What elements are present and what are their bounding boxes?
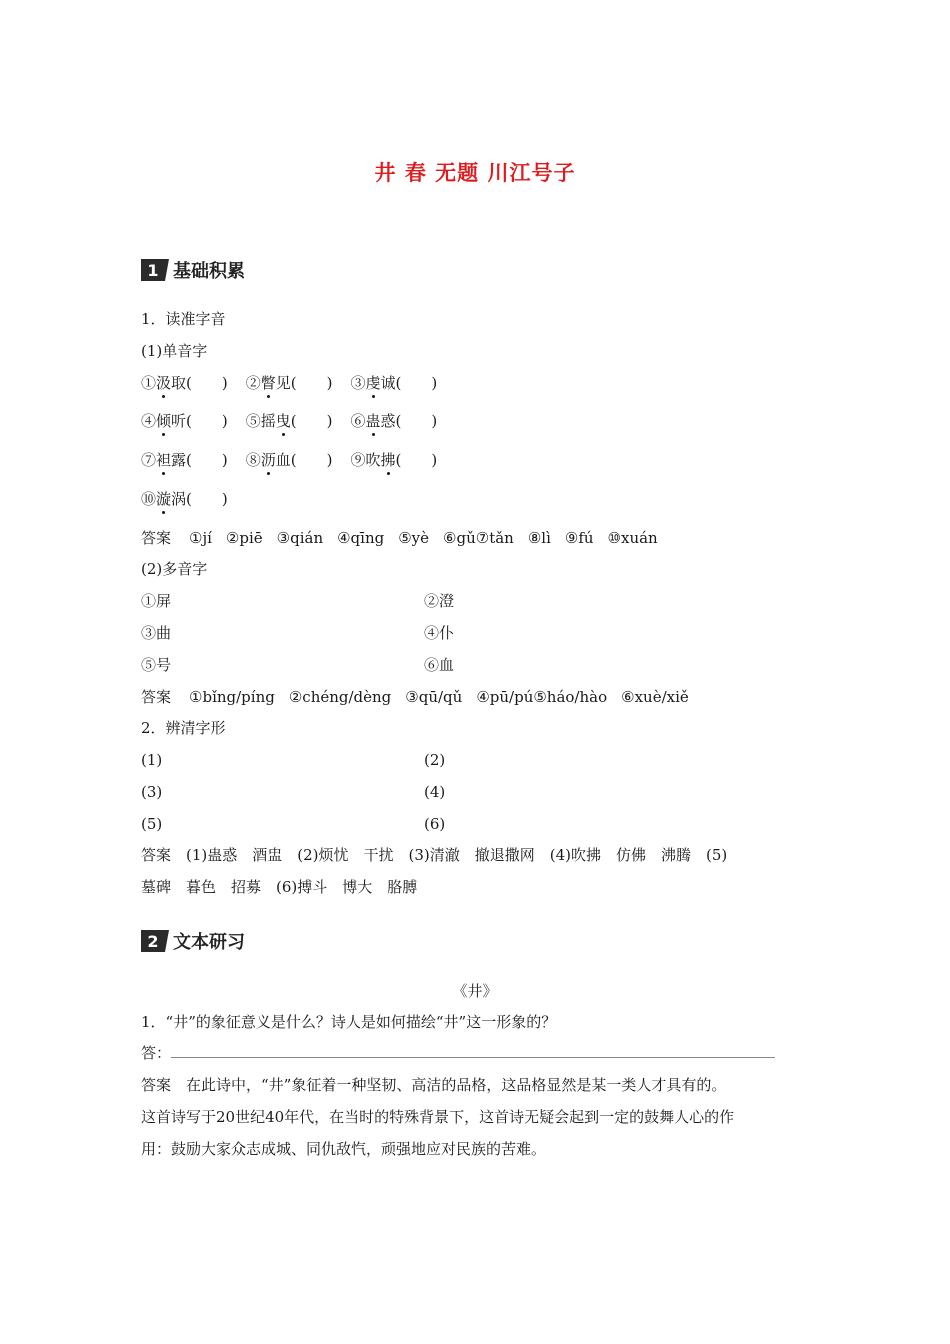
emphasized-character: 袒 bbox=[156, 451, 172, 469]
poem-title: 《井》 bbox=[452, 982, 498, 1000]
pronunciation-item bbox=[246, 411, 333, 431]
item-number: ① bbox=[141, 374, 157, 392]
emphasized-character: 拂 bbox=[380, 451, 396, 469]
answer-label: 答案 bbox=[141, 529, 172, 547]
item-number: ④ bbox=[141, 412, 157, 430]
poly-left-2: ③曲 bbox=[141, 624, 172, 642]
section-number-badge: 1 bbox=[141, 259, 165, 281]
item-number: ⑨ bbox=[350, 451, 366, 469]
pronunciation-item bbox=[141, 411, 228, 431]
form-right-2: (4) bbox=[424, 783, 446, 801]
section-header-basic bbox=[141, 258, 245, 282]
item-number: ② bbox=[245, 374, 261, 392]
form-left-3: (5) bbox=[141, 815, 163, 833]
answer-item: ③qū/qǔ bbox=[405, 688, 463, 706]
question-text: 1．“井”的象征意义是什么？诗人是如何描绘“井”这一形象的？ bbox=[141, 1013, 557, 1031]
poly-right-3: ⑥血 bbox=[424, 656, 455, 674]
answer-item: ④qīng bbox=[337, 529, 385, 547]
emphasized-character: 漩 bbox=[156, 490, 172, 508]
item-text-post: 诚( ) bbox=[380, 374, 438, 392]
poly-left-3: ⑤号 bbox=[141, 656, 172, 674]
answer-paragraph-line-3: 用：鼓励大家众志成城、同仇敌忾，顽强地应对民族的苦难。 bbox=[141, 1140, 547, 1158]
single-row-4 bbox=[141, 489, 246, 509]
answer-item: ⑩xuán bbox=[607, 529, 658, 547]
answer-forms-line-2: 墓碑 暮色 招募 (6)搏斗 博大 胳膊 bbox=[141, 878, 418, 896]
single-row-3 bbox=[141, 450, 455, 470]
item-text-post: 听( ) bbox=[171, 412, 228, 430]
answer-blank-line[interactable] bbox=[171, 1043, 775, 1058]
answer-item: ⑧lì bbox=[527, 529, 551, 547]
item-text-post: 露( ) bbox=[171, 451, 228, 469]
item-number: ⑩ bbox=[141, 490, 157, 508]
item-number: ⑧ bbox=[245, 451, 261, 469]
emphasized-character: 倾 bbox=[156, 412, 172, 430]
pronunciation-item bbox=[141, 489, 228, 509]
item-text-post: 见( ) bbox=[275, 374, 333, 392]
form-right-3: (6) bbox=[424, 815, 446, 833]
single-row-1 bbox=[141, 373, 455, 393]
pronunciation-item bbox=[351, 450, 438, 470]
answer-item: ②piē bbox=[225, 529, 263, 547]
answer-poly bbox=[141, 687, 703, 707]
emphasized-character: 曳 bbox=[275, 412, 291, 430]
emphasized-character: 沥 bbox=[260, 451, 276, 469]
answer-item: ⑤yè bbox=[398, 529, 430, 547]
answer-item: ②chéng/dèng bbox=[288, 688, 392, 706]
item-text-post: 取( ) bbox=[171, 374, 228, 392]
item-number: ⑥ bbox=[350, 412, 366, 430]
item-number: ③ bbox=[350, 374, 366, 392]
item-text-post: 惑( ) bbox=[380, 412, 438, 430]
poly-right-2: ④仆 bbox=[424, 624, 455, 642]
answer-prompt: 答： bbox=[141, 1044, 172, 1062]
form-left-1: (1) bbox=[141, 751, 163, 769]
answer-item: ⑥xuè/xiě bbox=[621, 688, 689, 706]
answer-single bbox=[141, 528, 672, 548]
answer-item: ③qián bbox=[276, 529, 324, 547]
answer-paragraph-line-2: 这首诗写于20世纪40年代，在当时的特殊背景下，这首诗无疑会起到一定的鼓舞人心的作 bbox=[141, 1108, 735, 1126]
section-title: 文本研习 bbox=[173, 932, 245, 953]
item-text-post: 血( ) bbox=[275, 451, 333, 469]
page-title: 井 春 无题 川江号子 bbox=[374, 161, 576, 185]
answer-item: ④pū/pú⑤háo/hào bbox=[476, 688, 608, 706]
subheading-poly: (2)多音字 bbox=[141, 560, 208, 578]
poly-left-1: ①屏 bbox=[141, 592, 172, 610]
poly-right-1: ②澄 bbox=[424, 592, 455, 610]
emphasized-character: 蛊 bbox=[365, 412, 381, 430]
answer-forms-line-1: 答案 (1)蛊惑 酒盅 (2)烦忧 干扰 (3)清澈 撤退撒网 (4)吹拂 仿佛 沸腾 (5) bbox=[141, 846, 728, 864]
pronunciation-item bbox=[246, 373, 333, 393]
pronunciation-item bbox=[141, 373, 228, 393]
answer-paragraph-line-1: 答案 在此诗中，“井”象征着一种坚韧、高洁的品格，这品格显然是某一类人才具有的。 bbox=[141, 1076, 727, 1094]
answer-label: 答案 bbox=[141, 688, 172, 706]
question-title: 2．辨清字形 bbox=[141, 719, 226, 737]
pronunciation-item bbox=[351, 411, 438, 431]
item-number: ⑦ bbox=[141, 451, 157, 469]
answer-item: ⑥gǔ⑦tǎn bbox=[443, 529, 514, 547]
emphasized-character: 瞥 bbox=[260, 374, 276, 392]
item-text-post: ( ) bbox=[290, 412, 333, 430]
form-left-2: (3) bbox=[141, 783, 163, 801]
answer-item: ①bǐng/píng bbox=[189, 688, 275, 706]
section-header-text-study bbox=[141, 929, 245, 953]
emphasized-character: 虔 bbox=[365, 374, 381, 392]
pronunciation-item bbox=[246, 450, 333, 470]
form-right-1: (2) bbox=[424, 751, 446, 769]
subheading-single: (1)单音字 bbox=[141, 342, 208, 360]
answer-item: ⑨fú bbox=[564, 529, 594, 547]
emphasized-character: 汲 bbox=[156, 374, 172, 392]
pronunciation-item bbox=[141, 450, 228, 470]
pronunciation-item bbox=[351, 373, 438, 393]
item-text-post: 涡( ) bbox=[171, 490, 228, 508]
item-text-pre: 摇 bbox=[260, 412, 276, 430]
answer-item: ①jí bbox=[189, 529, 212, 547]
section-title: 基础积累 bbox=[173, 261, 245, 282]
item-text-pre: 吹 bbox=[365, 451, 381, 469]
item-text-post: ( ) bbox=[395, 451, 438, 469]
answer-field-row bbox=[141, 1043, 775, 1063]
item-number: ⑤ bbox=[245, 412, 261, 430]
question-title: 1．读准字音 bbox=[141, 310, 226, 328]
single-row-2 bbox=[141, 411, 455, 431]
section-number-badge: 2 bbox=[141, 930, 165, 952]
